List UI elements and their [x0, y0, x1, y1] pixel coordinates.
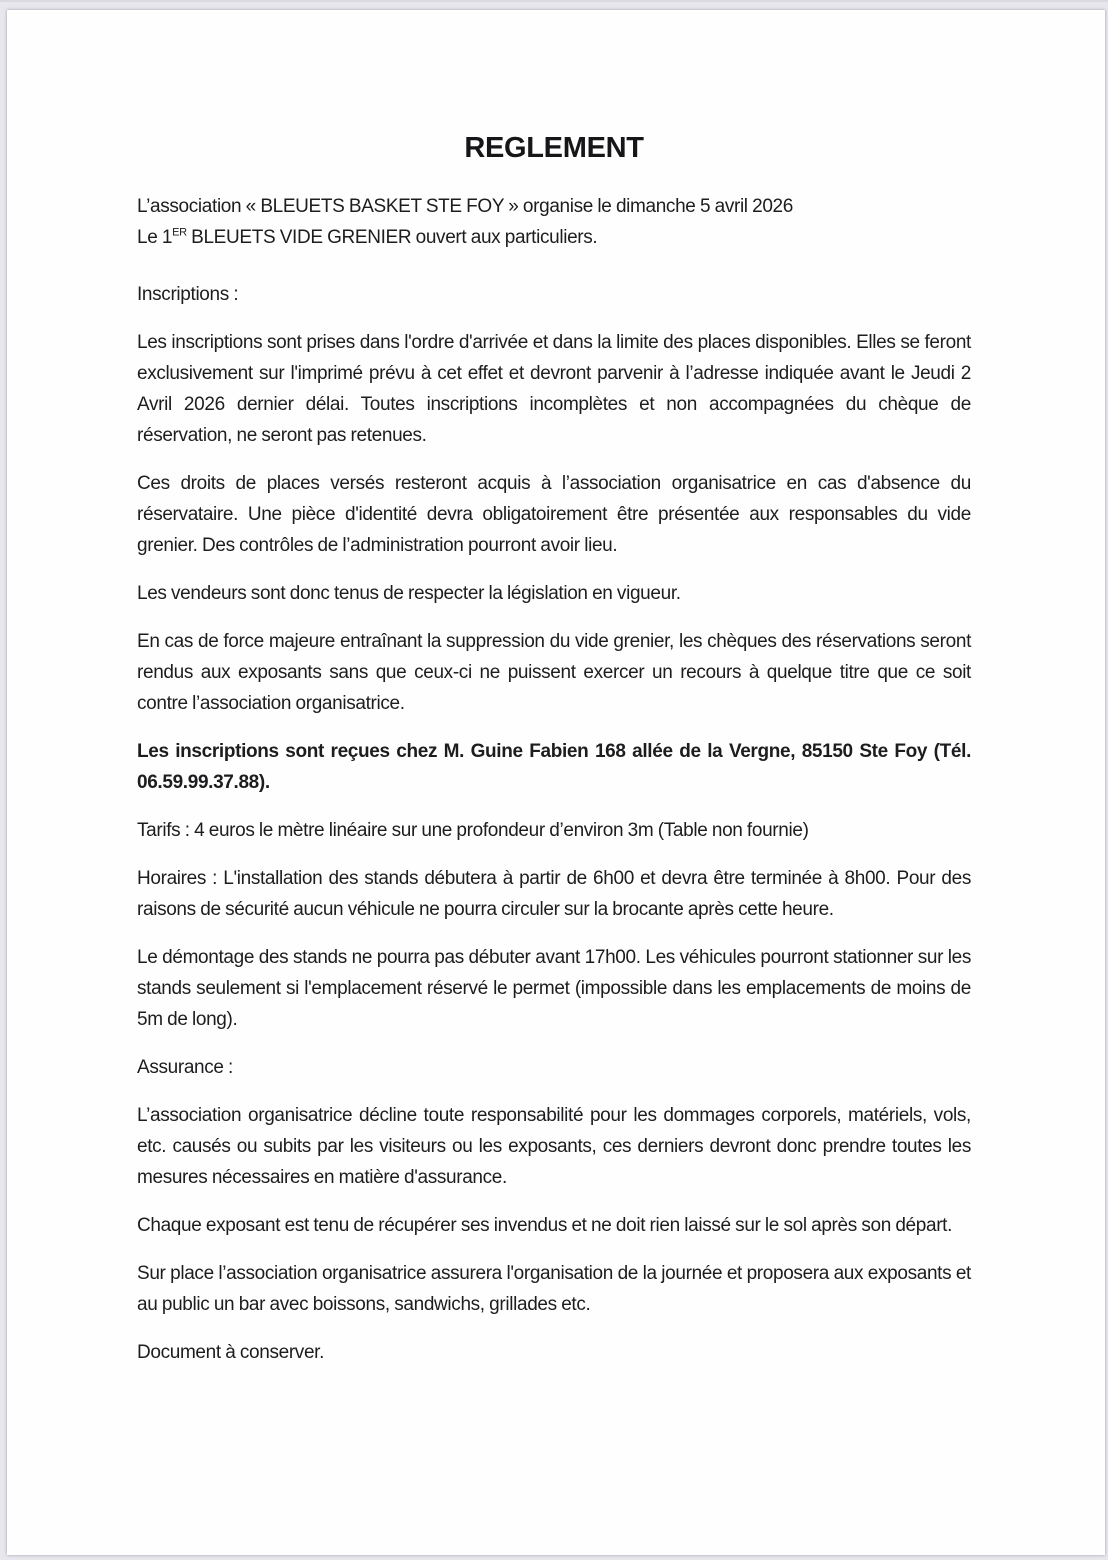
- paragraph-tarifs: Tarifs : 4 euros le mètre linéaire sur une profondeur d’environ 3m (Table non fournie): [137, 820, 809, 841]
- document-page: [7, 10, 1105, 1555]
- paragraph-horaires: Horaires : L'installation des stands débutera à partir de 6h00 et devra être terminée à 8h00. Pour des raisons de sécurité aucun véhicule ne pourra circuler sur la brocante après cette heure.: [137, 868, 971, 920]
- paragraph-document-conserver: Document à conserver.: [137, 1342, 325, 1363]
- intro-paragraph: [137, 191, 971, 253]
- paragraph-vendors-law: Les vendeurs sont donc tenus de respecter la législation en vigueur.: [137, 583, 681, 604]
- intro-line-1: L’association « BLEUETS BASKET STE FOY » organise le dimanche 5 avril 2026: [137, 196, 793, 217]
- ordinal-superscript: ER: [172, 226, 187, 239]
- paragraph-invendus: Chaque exposant est tenu de récupérer ses invendus et ne doit rien laissé sur le sol après son départ.: [137, 1215, 953, 1236]
- intro-line-2-prefix: Le 1: [137, 227, 173, 248]
- paragraph-registration-order: Les inscriptions sont prises dans l'ordre d'arrivée et dans la limite des places disponibles. Elles se feront exclusivement sur l'imprimé prévu à cet effet et devront parvenir à l’adresse indiquée avant le Jeudi 2 Avril 2026 dernier délai. Toutes inscriptions incomplètes et non accompagnées du chèque de réservation, ne seront pas retenues.: [137, 332, 971, 446]
- paragraph-force-majeure: En cas de force majeure entraînant la suppression du vide grenier, les chèques des réservations seront rendus aux exposants sans que ceux-ci ne puissent exercer un recours à quelque titre que ce soit contre l’association organisatrice.: [137, 631, 971, 714]
- intro-line-2-suffix: BLEUETS VIDE GRENIER ouvert aux particuliers.: [186, 227, 598, 248]
- document-title: REGLEMENT: [464, 132, 644, 164]
- inscriptions-heading: Inscriptions :: [137, 284, 239, 305]
- paragraph-assurance: L’association organisatrice décline toute responsabilité pour les dommages corporels, matériels, vols, etc. causés ou subits par les visiteurs ou les exposants, ces derniers devront donc prendre toutes les mesures nécessaires en matière d'assurance.: [137, 1105, 971, 1188]
- paragraph-sur-place: Sur place l’association organisatrice assurera l'organisation de la journée et proposera aux exposants et au public un bar avec boissons, sandwichs, grillades etc.: [137, 1263, 971, 1315]
- paragraph-contact-address: Les inscriptions sont reçues chez M. Guine Fabien 168 allée de la Vergne, 85150 Ste Foy (Tél. 06.59.99.37.88).: [137, 741, 971, 793]
- assurance-heading: Assurance :: [137, 1057, 233, 1078]
- paragraph-reservation-rights: Ces droits de places versés resteront acquis à l’association organisatrice en cas d'absence du réservataire. Une pièce d'identité devra obligatoirement être présentée aux responsables du vide grenier. Des contrôles de l’administration pourront avoir lieu.: [137, 473, 971, 556]
- paragraph-demontage: Le démontage des stands ne pourra pas débuter avant 17h00. Les véhicules pourront stationner sur les stands seulement si l'emplacement réservé le permet (impossible dans les emplacements de moins de 5m de long).: [137, 947, 971, 1030]
